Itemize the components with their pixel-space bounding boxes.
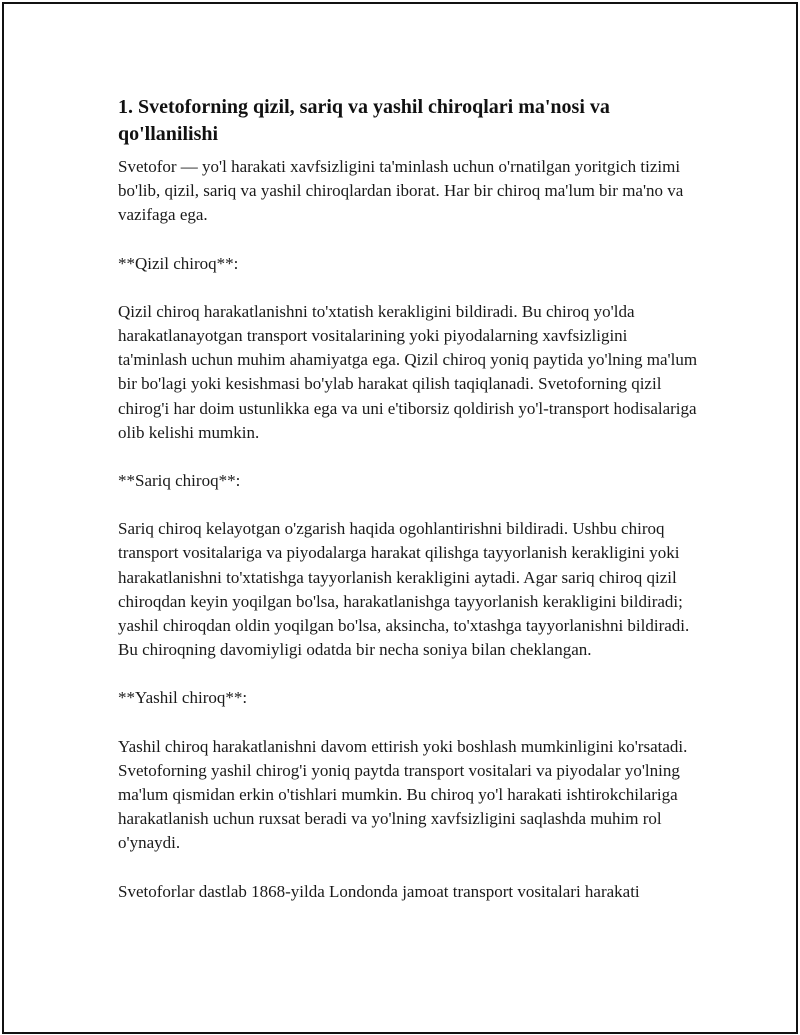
paragraph-history: Svetoforlar dastlab 1868-yilda Londonda jamoat transport vositalari harakati <box>118 881 640 901</box>
paragraph-green-light: Yashil chiroq harakatlanishni davom ettirish yoki boshlash mumkinligini ko'rsatadi. Svetoforning yashil chirog'i yoniq paytda transport vositalari va piyodalar yo'lning ma'lum qismidan erkin o'tishlari mumkin. Bu chiroq yo'l harakati ishtirokchilariga harakatlanish uchun ruxsat beradi va yo'lning xavfsizligini saqlashda muhim rol o'ynaydi. <box>118 736 688 853</box>
paragraph-red-light: Qizil chiroq harakatlanishni to'xtatish kerakligini bildiradi. Bu chiroq yo'lda harakatlanayotgan transport vositalarining yoki piyodalarning xavfsizligini ta'minlash uchun muhim ahamiyatga ega. Qizil chiroq yoniq paytida yo'lning ma'lum bir bo'lagi yoki kesishmasi bo'ylab harakat qilish taqiqlanadi. Svetoforning qizil chirog'i har doim ustunlikka ega va uni e'tiborsiz qoldirish yo'l-transport hodisalariga olib kelishi mumkin. <box>118 301 698 442</box>
paragraph-intro: Svetofor — yo'l harakati xavfsizligini ta'minlash uchun o'rnatilgan yoritgich tizimi bo'lib, qizil, sariq va yashil chiroqlardan iborat. Har bir chiroq ma'lum bir ma'no va vazifaga ega. <box>118 157 684 225</box>
document-title: 1. Svetoforning qizil, sariq va yashil chiroqlari ma'nosi va qo'llanilishi <box>118 96 610 145</box>
paragraph-yellow-light: Sariq chiroq kelayotgan o'zgarish haqida ogohlantirishni bildiradi. Ushbu chiroq transport vositalariga va piyodalarga harakat qilishga tayyorlanish kerakligini yoki harakatlanishni to'xtatishga tayyorlanish kerakligini aytadi. Agar sariq chiroq qizil chiroqdan keyin yoqilgan bo'lsa, harakatlanishga tayyorlanish kerakligini bildiradi; yashil chiroqdan oldin yoqilgan bo'lsa, aksincha, to'xtashga tayyorlanishni bildiradi. Bu chiroqning davomiyligi odatda bir necha soniya bilan cheklangan. <box>118 519 690 660</box>
heading-yellow-light: **Sariq chiroq**: <box>118 471 241 491</box>
document-body <box>118 94 698 904</box>
heading-green-light: **Yashil chiroq**: <box>118 688 248 708</box>
heading-red-light: **Qizil chiroq**: <box>118 253 239 273</box>
